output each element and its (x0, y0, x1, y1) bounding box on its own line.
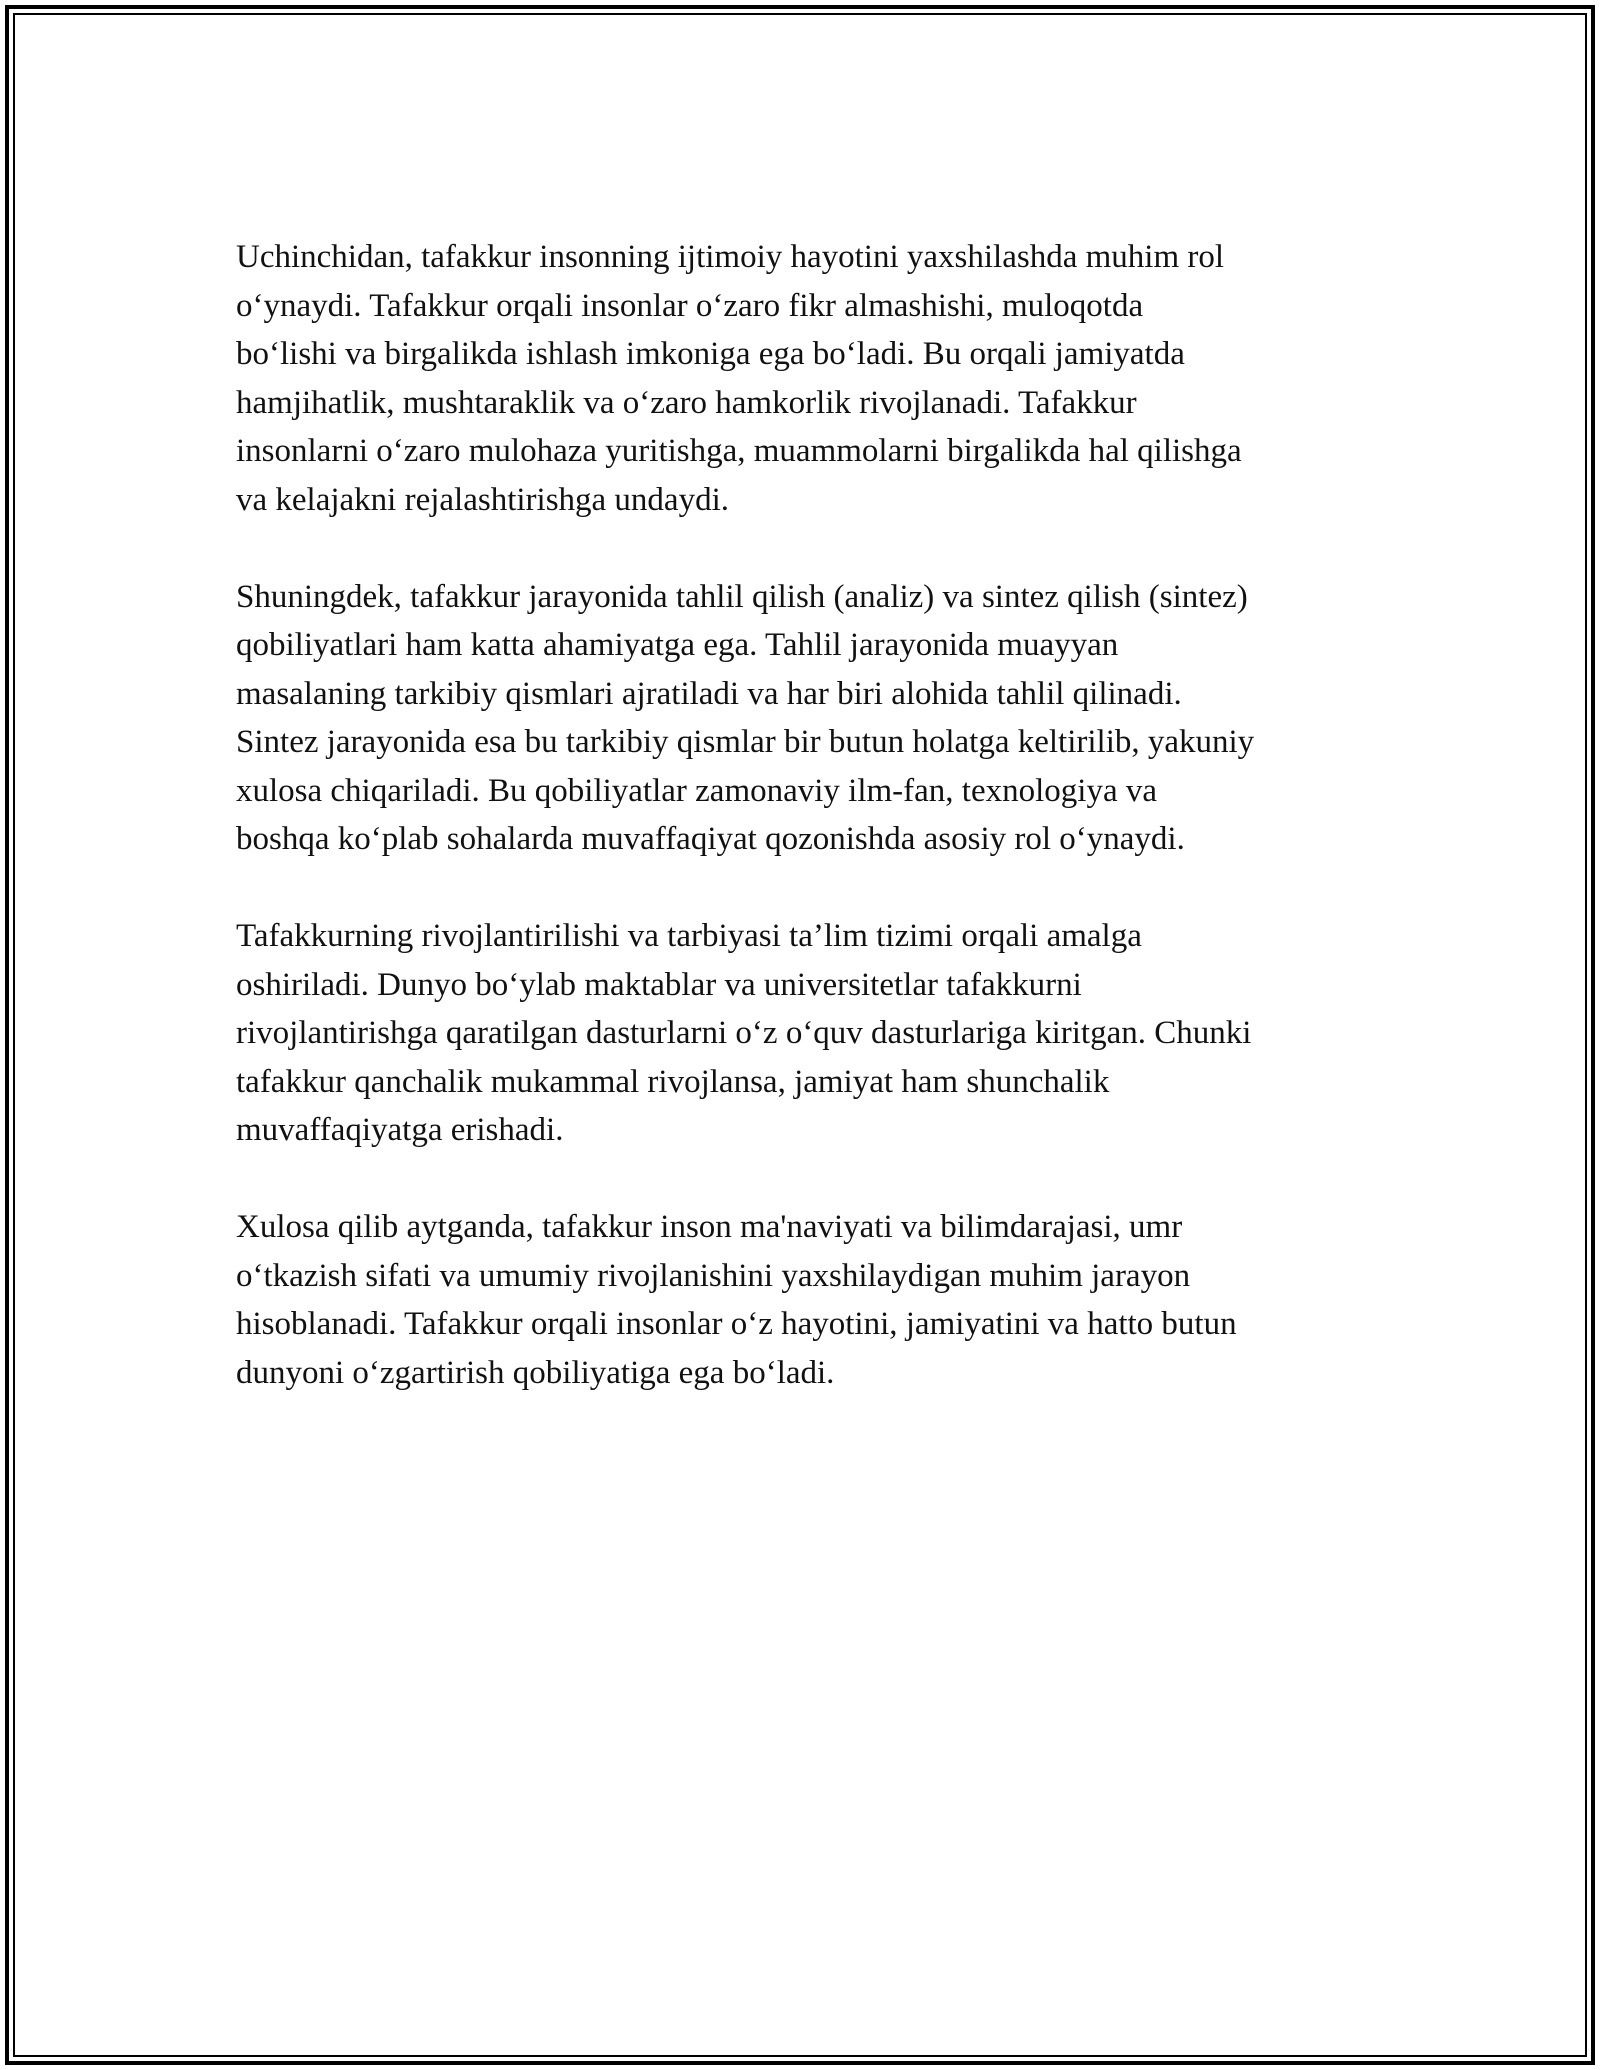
paragraph-3 (236, 912, 1376, 1155)
text-line: o‘ynaydi. Tafakkur orqali insonlar o‘zaro fikr almashishi, muloqotda (236, 287, 1144, 324)
text-line: masalaning tarkibiy qismlari ajratiladi va har biri alohida tahlil qilinadi. (236, 675, 1182, 712)
text-line: Shuningdek, tafakkur jarayonida tahlil qilish (analiz) va sintez qilish (sintez) (236, 578, 1248, 615)
text-line: hamjihatlik, mushtaraklik va o‘zaro hamkorlik rivojlanadi. Tafakkur (236, 384, 1137, 421)
text-line: dunyoni o‘zgartirish qobiliyatiga ega bo‘ladi. (236, 1354, 835, 1391)
text-line: qobiliyatlari ham katta ahamiyatga ega. Tahlil jarayonida muayyan (236, 627, 1119, 663)
paragraph-4 (236, 1203, 1376, 1397)
text-line: Tafakkurning rivojlantirilishi va tarbiyasi ta’lim tizimi orqali amalga (236, 918, 1142, 954)
text-line: bo‘lishi va birgalikda ishlash imkoniga ega bo‘ladi. Bu orqali jamiyatda (236, 336, 1185, 372)
text-line: va kelajakni rejalashtirishga undaydi. (236, 481, 730, 518)
text-line: o‘tkazish sifati va umumiy rivojlanishini yaxshilaydigan muhim jarayon (236, 1257, 1191, 1294)
text-line: muvaffaqiyatga erishadi. (236, 1112, 564, 1148)
text-line: boshqa ko‘plab sohalarda muvaffaqiyat qozonishda asosiy rol o‘ynaydi. (236, 821, 1185, 857)
paragraph-1 (236, 233, 1376, 524)
text-line: insonlarni o‘zaro mulohaza yuritishga, muammolarni birgalikda hal qilishga (236, 433, 1242, 469)
document-body (236, 233, 1376, 1446)
text-line: rivojlantirishga qaratilgan dasturlarni o‘z o‘quv dasturlariga kiritgan. Chunki (236, 1015, 1252, 1051)
text-line: Sintez jarayonida esa bu tarkibiy qismlar bir butun holatga keltirilib, yakuniy (236, 724, 1255, 760)
text-line: tafakkur qanchalik mukammal rivojlansa, jamiyat ham shunchalik (236, 1063, 1110, 1100)
text-line: oshiriladi. Dunyo bo‘ylab maktablar va universitetlar tafakkurni (236, 966, 1082, 1003)
paragraph-2 (236, 573, 1376, 864)
text-line: Uchinchidan, tafakkur insonning ijtimoiy hayotini yaxshilashda muhim rol (236, 239, 1225, 275)
text-line: hisoblanadi. Tafakkur orqali insonlar o‘z hayotini, jamiyatini va hatto butun (236, 1306, 1237, 1342)
text-line: xulosa chiqariladi. Bu qobiliyatlar zamonaviy ilm-fan, texnologiya va (236, 772, 1158, 809)
text-line: Xulosa qilib aytganda, tafakkur inson ma'naviyati va bilimdarajasi, umr (236, 1209, 1183, 1245)
